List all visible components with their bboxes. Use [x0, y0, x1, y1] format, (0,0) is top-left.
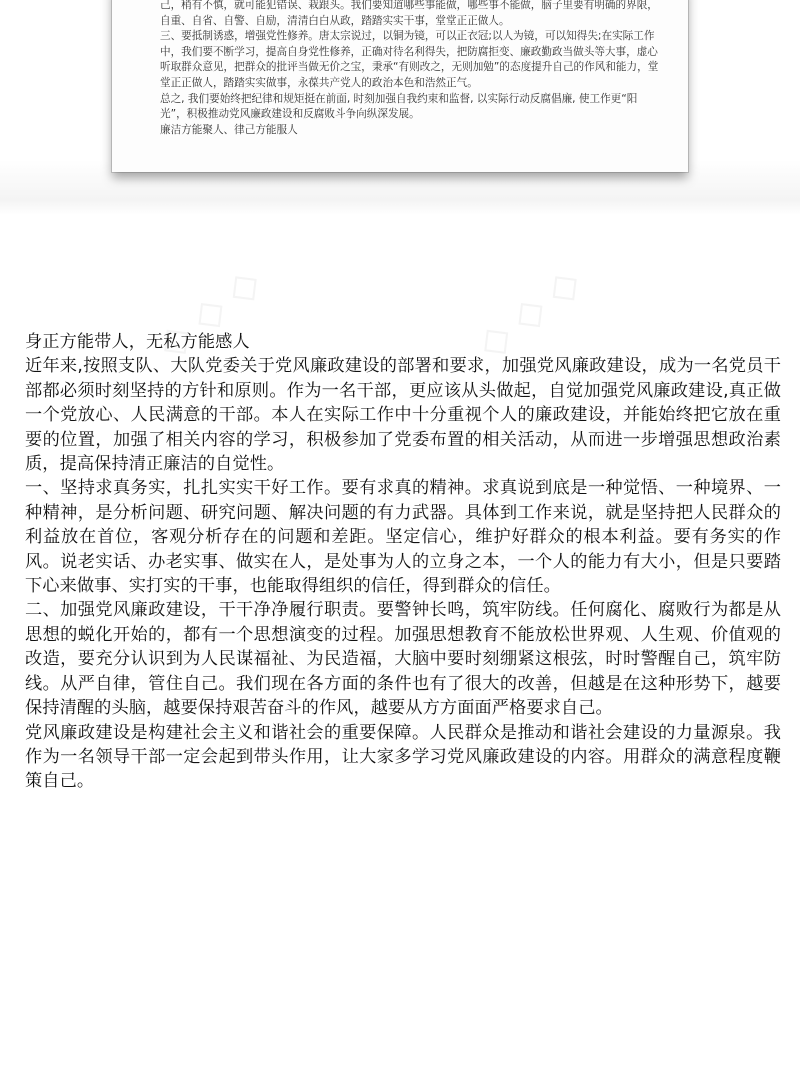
document-preview-card — [112, 0, 688, 172]
preview-paragraph: 总之, 我们要始终把纪律和规矩挺在前面, 时刻加强自我约束和监督, 以实际行动反腐倡廉, 使工作更“阳光”，积极推动党风廉政建设和反腐败斗争向纵深发展。 — [160, 92, 638, 121]
article-paragraph: 二、加强党风廉政建设，干干净净履行职责。要警钟长鸣，筑牢防线。任何腐化、腐败行为都是从思想的蜕化开始的，都有一个思想演变的过程。加强思想教育不能放松世界观、人生观、价值观的改造，要充分认识到为人民谋福祉、为民造福，大脑中要时刻绷紧这根弦，时时警醒自己，筑牢防线。从严自律，管住自己。我们现在各方面的条件也有了很大的改善，但越是在这种形势下，越要保持清醒的头脑，越要保持艰苦奋斗的作风，越要从方方面面严格要求自己。 — [25, 600, 781, 719]
preview-paragraph: 己，稍有不慎，就可能犯错误、栽跟头。我们要知道哪些事能做，哪些事不能做，脑子里要有明确的界限，自重、自省、自警、自励，清清白白从政，踏踏实实干事，堂堂正正做人。 — [160, 0, 658, 27]
preview-text — [160, 0, 660, 138]
article-body — [25, 330, 781, 794]
article-title: 身正方能带人，无私方能感人 — [25, 332, 250, 352]
preview-paragraph: 廉洁方能聚人、律己方能服人 — [160, 123, 298, 136]
article-paragraph: 近年来,按照支队、大队党委关于党风廉政建设的部署和要求，加强党风廉政建设，成为一名党员干部都必须时刻坚持的方针和原则。作为一名干部，更应该从头做起，自觉加强党风廉政建设,真正做一个党放心、人民满意的干部。本人在实际工作中十分重视个人的廉政建设，并能始终把它放在重要的位置，加强了相关内容的学习，积极参加了党委布置的相关活动，从而进一步增强思想政治素质，提高保持清正廉洁的自觉性。 — [25, 356, 781, 475]
preview-paragraph: 三、要抵制诱惑，增强党性修养。唐太宗说过，以铜为镜，可以正衣冠;以人为镜，可以知得失;在实际工作中，我们要不断学习，提高自身党性修养，正确对待名利得失，把防腐拒变、廉政勤政当做头等大事，虚心听取群众意见，把群众的批评当做无价之宝，秉承“有则改之，无则加勉”的态度提升自己的作风和能力，堂堂正正做人，踏踏实实做事，永葆共产党人的政治本色和浩然正气。 — [160, 30, 659, 89]
article-paragraph: 党风廉政建设是构建社会主义和谐社会的重要保障。人民群众是推动和谐社会建设的力量源泉。我作为一名领导干部一定会起到带头作用，让大家多学习党风廉政建设的内容。用群众的满意程度鞭策自己。 — [25, 722, 781, 792]
article-paragraph: 一、坚持求真务实，扎扎实实干好工作。要有求真的精神。求真说到底是一种觉悟、一种境界、一种精神，是分析问题、研究问题、解决问题的有力武器。具体到工作来说，就是坚持把人民群众的利益放在首位，客观分析存在的问题和差距。坚定信心，维护好群众的根本利益。要有务实的作风。说老实话、办老实事、做实在人，是处事为人的立身之本，一个人的能力有大小，但是只要踏下心来做事、实打实的干事，也能取得组织的信任，得到群众的信任。 — [25, 478, 781, 597]
